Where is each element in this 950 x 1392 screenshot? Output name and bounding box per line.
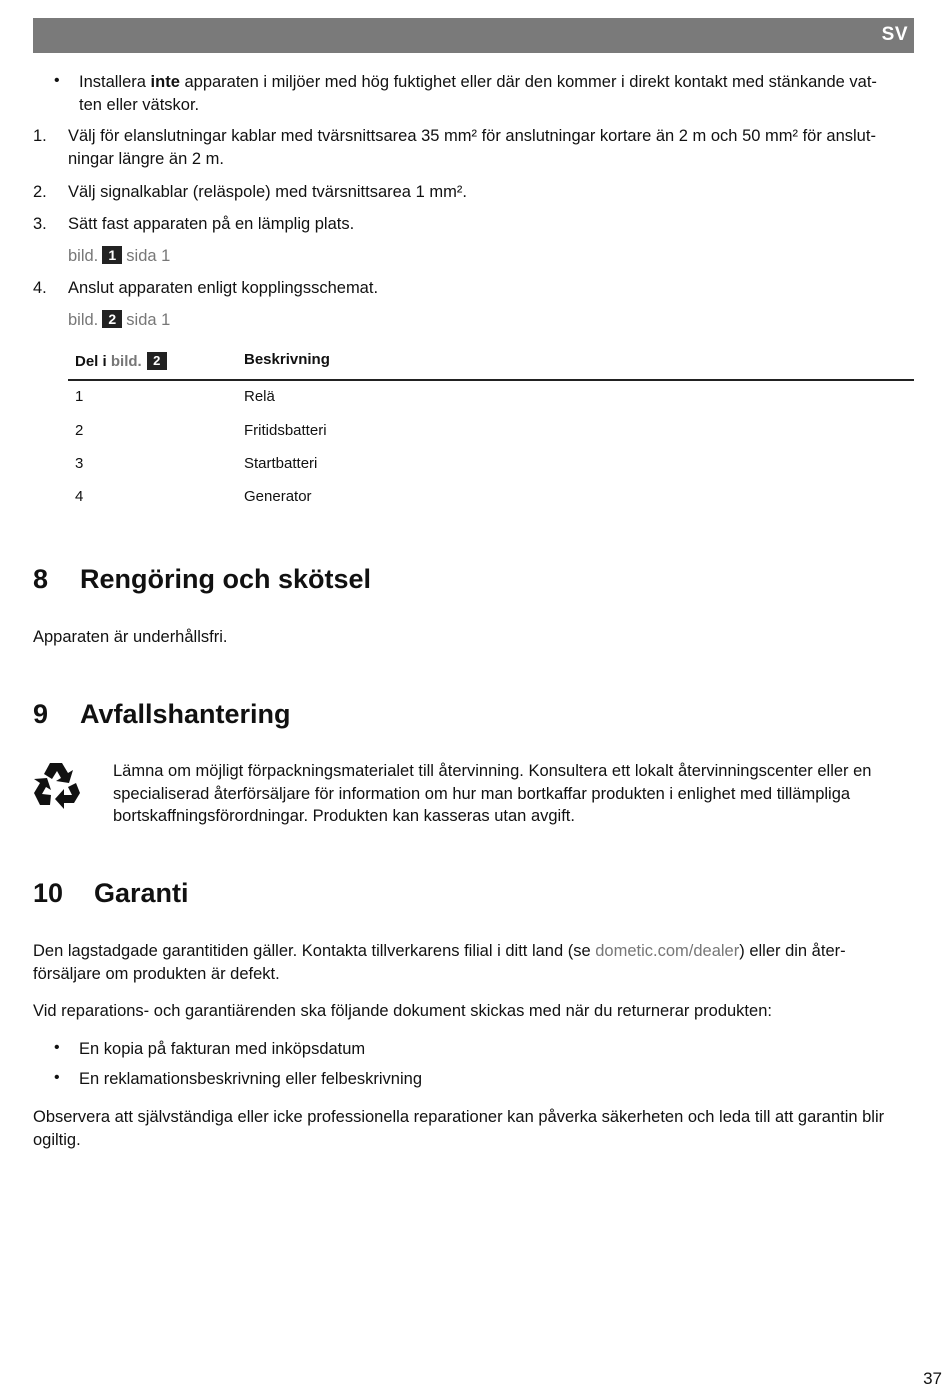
figure-ref-prefix: bild.	[68, 247, 99, 265]
step-text: Anslut apparaten enligt kopplingsschemat.	[68, 279, 379, 297]
intro-prefix: Installera	[79, 73, 151, 91]
table-header-prefix: Del i	[75, 353, 111, 370]
step-1-line1: Välj för elanslutningar kablar med tvärsnittsarea 35 mm² för anslutningar kortare än 2 m och 50 mm² för anslut-	[68, 127, 876, 145]
table-header-part	[75, 352, 171, 370]
disposal-line-2: specialiserad återförsäljare för information om hur man bortkaffar produkten i enlighet med tillämpliga	[113, 784, 851, 803]
dealer-link[interactable]: dometic.com/dealer	[595, 942, 740, 960]
warranty-text-end: ) eller din åter-	[739, 942, 846, 960]
table-cell-description: Startbatteri	[244, 455, 318, 472]
page-number: 37	[923, 1369, 942, 1388]
intro-bullet-text	[79, 71, 919, 116]
intro-rest: apparaten i miljöer med hög fuktighet eller där den kommer i direkt kontakt med stänkande vat-	[179, 73, 877, 91]
figure-ref-prefix: bild.	[68, 311, 99, 329]
table-header-figref: bild.	[110, 353, 142, 370]
step-number: 1.	[33, 127, 47, 145]
step-number: 2.	[33, 183, 47, 201]
bullet-marker: •	[54, 72, 60, 89]
step-text	[68, 125, 918, 170]
section-heading: Rengöring och skötsel	[80, 564, 372, 594]
warranty-note-line2: ogiltig.	[33, 1130, 81, 1149]
table-cell-description: Fritidsbatteri	[244, 422, 327, 439]
list-item: En reklamationsbeskrivning eller felbeskrivning	[79, 1070, 422, 1088]
list-item: En kopia på fakturan med inköpsdatum	[79, 1040, 366, 1058]
recycling-icon	[30, 759, 82, 811]
warranty-text: Den lagstadgade garantitiden gäller. Kontakta tillverkarens filial i ditt land (se	[33, 942, 596, 960]
figure-reference[interactable]	[68, 245, 170, 268]
figure-ref-page: sida 1	[126, 311, 171, 329]
figure-number-badge: 1	[102, 246, 122, 264]
language-code: SV	[881, 24, 908, 45]
section-body: Apparaten är underhållsfri.	[33, 628, 228, 646]
intro-line2: ten eller vätskor.	[79, 95, 200, 114]
figure-number-badge: 2	[147, 352, 167, 370]
language-header-bar	[33, 18, 914, 53]
warranty-note-line1: Observera att självständiga eller icke professionella reparationer kan påverka säkerheten och leda till att garantin blir	[33, 1108, 885, 1126]
figure-number-badge: 2	[102, 310, 122, 328]
disposal-line-1: Lämna om möjligt förpackningsmaterialet till återvinning. Konsultera ett lokalt återvinningscenter eller en	[113, 762, 872, 780]
figure-reference[interactable]	[68, 309, 170, 332]
section-number: 9	[33, 699, 49, 729]
intro-bold: inte	[150, 73, 180, 91]
step-text: Sätt fast apparaten på en lämplig plats.	[68, 215, 355, 233]
disposal-line-3: bortskaffningsförordningar. Produkten kan kasseras utan avgift.	[113, 807, 575, 825]
table-cell-part: 3	[75, 455, 84, 472]
figure-ref-page: sida 1	[126, 247, 171, 265]
table-cell-part: 1	[75, 388, 84, 405]
bullet-marker: •	[54, 1039, 60, 1056]
step-text: Välj signalkablar (reläspole) med tvärsnittsarea 1 mm².	[68, 183, 467, 201]
step-1-line2: ningar längre än 2 m.	[68, 149, 224, 168]
table-cell-description: Relä	[244, 388, 275, 405]
section-body	[113, 760, 923, 828]
section-heading: Avfallshantering	[80, 699, 291, 729]
warranty-note	[33, 1106, 923, 1151]
table-cell-description: Generator	[244, 488, 312, 505]
table-cell-part: 4	[75, 488, 84, 505]
section-number: 8	[33, 564, 49, 594]
table-header-rule	[68, 379, 914, 381]
warranty-line2: försäljare om produkten är defekt.	[33, 964, 280, 983]
warranty-paragraph	[33, 940, 923, 985]
bullet-marker: •	[54, 1069, 60, 1086]
step-number: 3.	[33, 215, 47, 233]
section-number: 10	[33, 878, 64, 908]
step-number: 4.	[33, 279, 47, 297]
table-header-description: Beskrivning	[244, 351, 330, 368]
section-heading: Garanti	[94, 878, 189, 908]
table-cell-part: 2	[75, 422, 84, 439]
warranty-documents-intro: Vid reparations- och garantiärenden ska följande dokument skickas med när du returnerar produkten:	[33, 1002, 772, 1020]
